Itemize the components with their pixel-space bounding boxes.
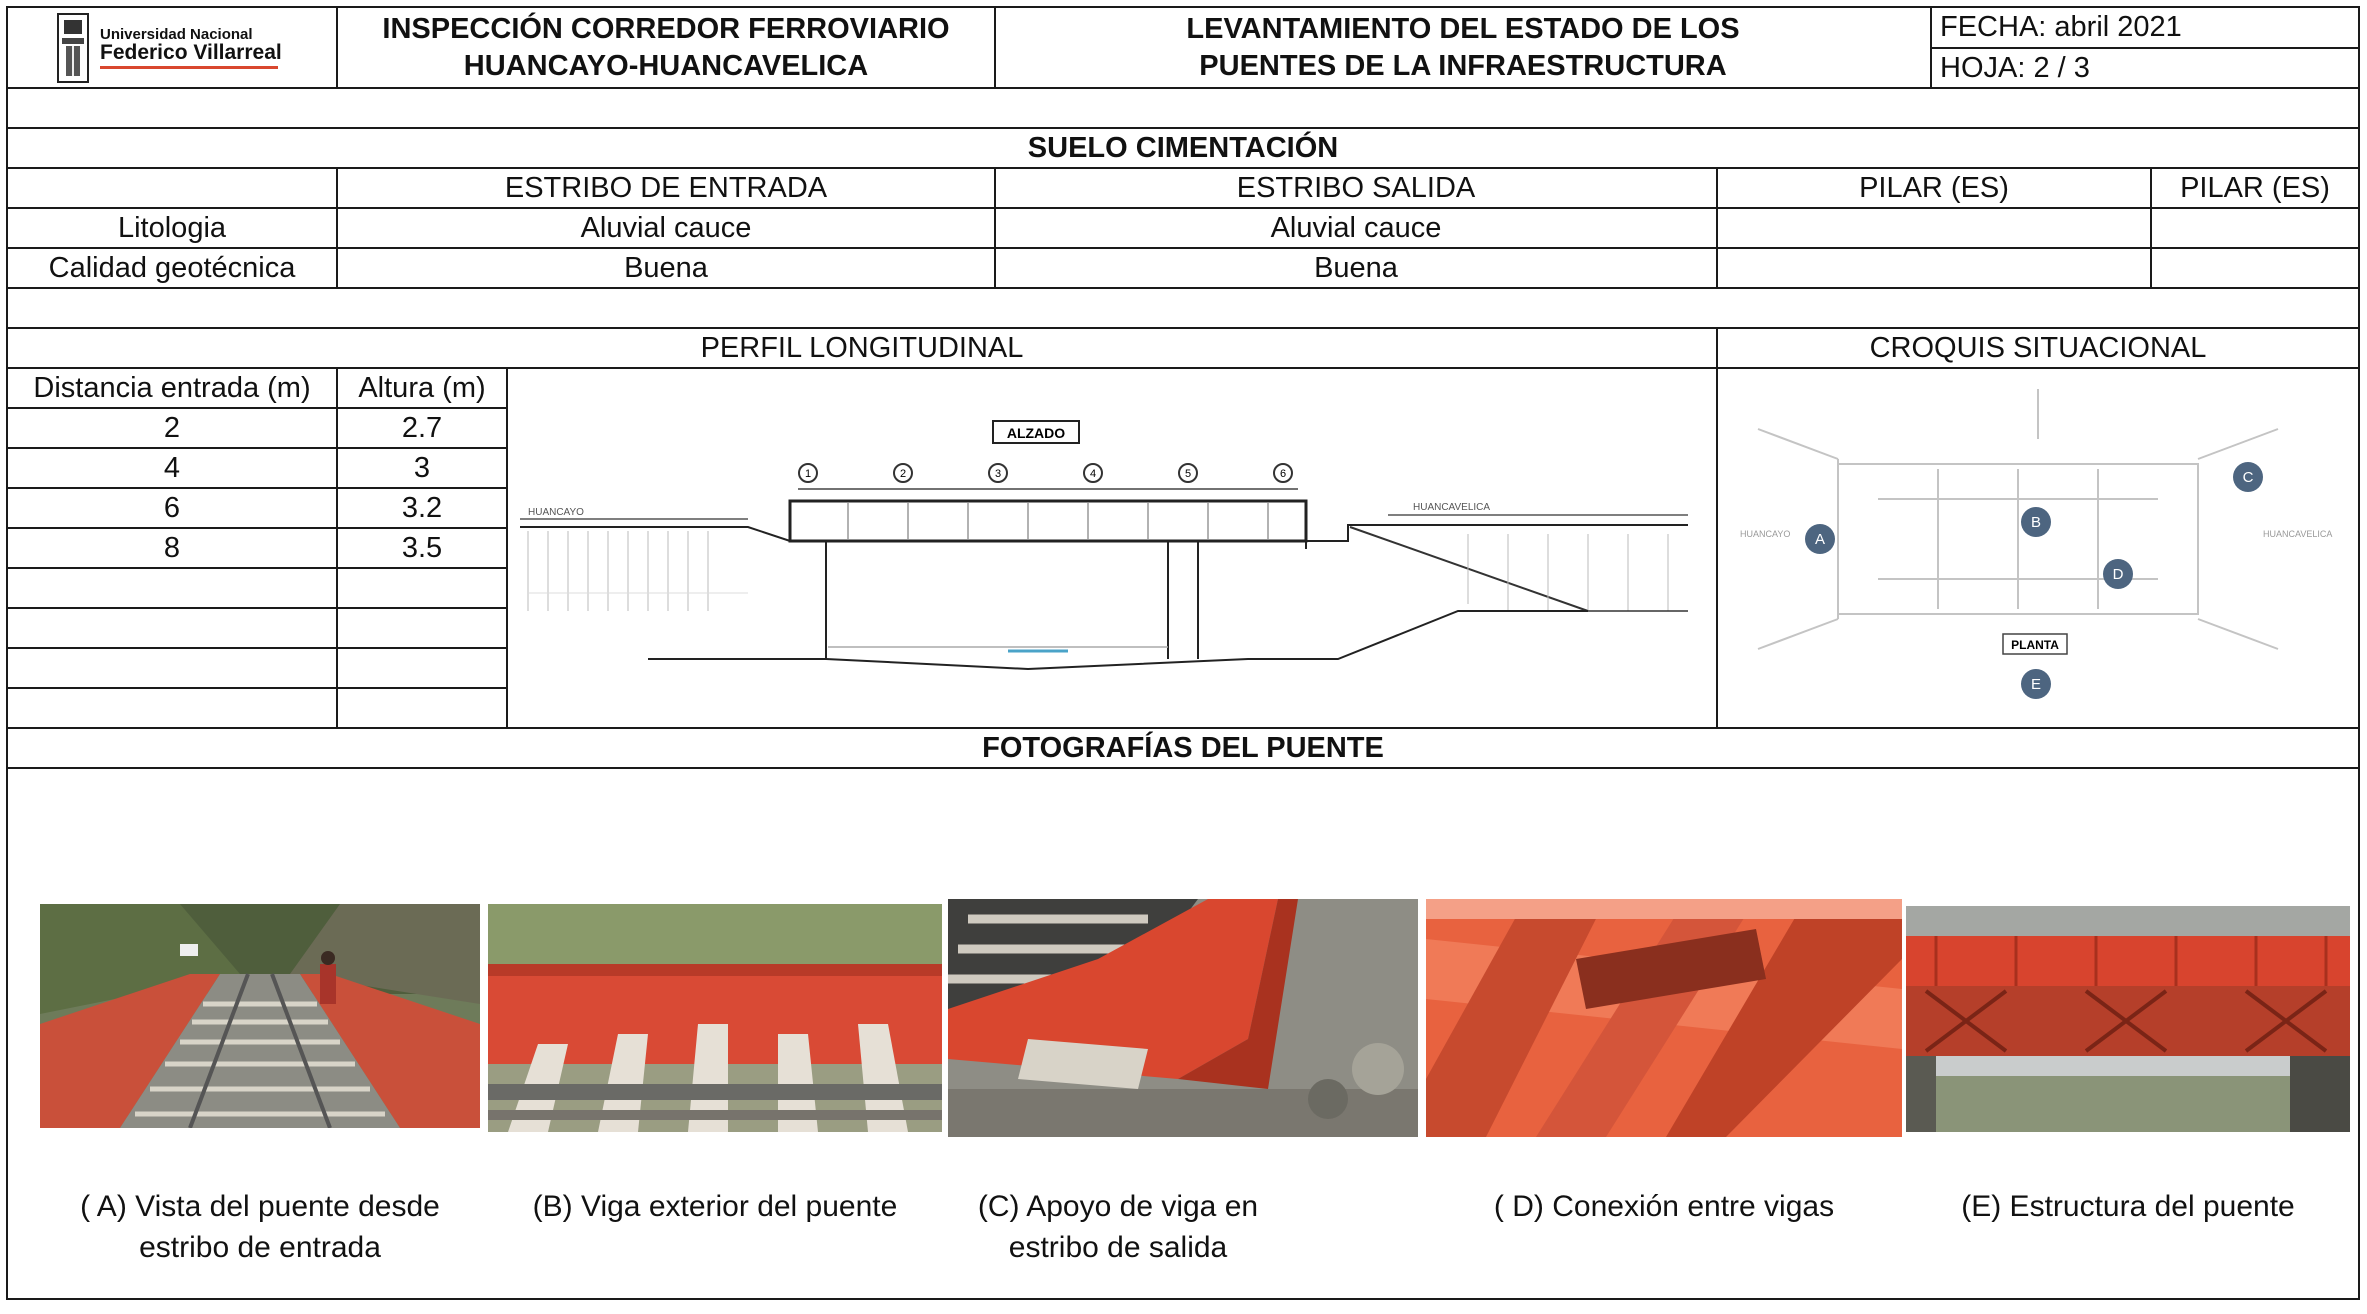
- hoja-cell: HOJA: 2 / 3: [1930, 47, 2360, 89]
- perfil-title: PERFIL LONGITUDINAL: [6, 327, 1718, 369]
- distance-cell: 6: [6, 487, 338, 529]
- distance-column-header: Distancia entrada (m): [6, 367, 338, 409]
- height-cell: [336, 687, 508, 729]
- document-title: [336, 6, 996, 89]
- axis-marker: 6: [1279, 468, 1287, 480]
- axis-marker: 2: [899, 468, 907, 480]
- caption-e: [1906, 1186, 2350, 1227]
- litologia-salida: Aluvial cauce: [994, 207, 1718, 249]
- height-column-header: Altura (m): [336, 367, 508, 409]
- suelo-header-pilar-1: PILAR (ES): [1716, 167, 2152, 209]
- subtitle-line1: LEVANTAMIENTO DEL ESTADO DE LOS: [1186, 13, 1740, 46]
- logo-cell: [6, 6, 338, 89]
- photo-b-exterior-beam: [488, 904, 942, 1132]
- point-b-marker: B: [2030, 514, 2042, 531]
- calidad-entrada: Buena: [336, 247, 996, 289]
- caption-b-line1: (B) Viga exterior del puente: [532, 1190, 898, 1223]
- caption-c: [948, 1186, 1288, 1268]
- spacer-row: [6, 87, 2360, 129]
- caption-b: [488, 1186, 942, 1227]
- height-cell: [336, 647, 508, 689]
- suelo-header-blank: [6, 167, 338, 209]
- distance-cell: 8: [6, 527, 338, 569]
- axis-marker: 4: [1089, 468, 1097, 480]
- height-cell: 2.7: [336, 407, 508, 449]
- caption-d-line1: ( D) Conexión entre vigas: [1493, 1190, 1835, 1223]
- university-underline: [100, 66, 278, 69]
- caption-a: [40, 1186, 480, 1268]
- left-town-label: HUANCAYO: [528, 507, 584, 518]
- caption-d: [1426, 1186, 1902, 1227]
- point-d-marker: D: [2112, 566, 2124, 583]
- height-cell: 3.2: [336, 487, 508, 529]
- height-cell: [336, 567, 508, 609]
- suelo-header-pilar-2: PILAR (ES): [2150, 167, 2360, 209]
- photo-d-beam-connection: [1426, 899, 1902, 1137]
- distance-cell: 4: [6, 447, 338, 489]
- distance-cell: [6, 567, 338, 609]
- spacer-row-2: [6, 287, 2360, 329]
- document-subtitle: [994, 6, 1932, 89]
- suelo-header-estribo-entrada: ESTRIBO DE ENTRADA: [336, 167, 996, 209]
- inspection-sheet: [6, 6, 2360, 1300]
- caption-a-line2: estribo de entrada: [139, 1231, 381, 1264]
- university-name-line1: Universidad Nacional: [100, 25, 253, 43]
- axis-marker: 3: [994, 468, 1002, 480]
- sketch-left-town: HUANCAYO: [1740, 529, 1791, 539]
- sketch-right-town: HUANCAVELICA: [2263, 529, 2333, 539]
- calidad-pilar-1: [1716, 247, 2152, 289]
- point-c-marker: C: [2242, 469, 2254, 486]
- point-e-marker: E: [2030, 676, 2042, 693]
- height-cell: 3: [336, 447, 508, 489]
- photo-e-bridge-structure: [1906, 906, 2350, 1132]
- calidad-pilar-2: [2150, 247, 2360, 289]
- subtitle-line2: PUENTES DE LA INFRAESTRUCTURA: [1199, 49, 1727, 82]
- litologia-entrada: Aluvial cauce: [336, 207, 996, 249]
- university-name-line2: Federico Villarreal: [100, 40, 282, 64]
- photo-a-track-view: [40, 904, 480, 1128]
- distance-cell: [6, 647, 338, 689]
- axis-marker: 1: [804, 468, 812, 480]
- distance-cell: 2: [6, 407, 338, 449]
- suelo-header-estribo-salida: ESTRIBO SALIDA: [994, 167, 1718, 209]
- height-cell: [336, 607, 508, 649]
- caption-c-line2: estribo de salida: [1008, 1231, 1228, 1264]
- university-crest-icon: [56, 12, 90, 84]
- litologia-label: Litologia: [6, 207, 338, 249]
- litologia-pilar-2: [2150, 207, 2360, 249]
- bridge-elevation-drawing: [506, 367, 1718, 729]
- croquis-title: CROQUIS SITUACIONAL: [1716, 327, 2360, 369]
- photos-title: FOTOGRAFÍAS DEL PUENTE: [6, 727, 2360, 769]
- title-line2: HUANCAYO-HUANCAVELICA: [463, 49, 869, 82]
- photo-c-beam-support: [948, 899, 1418, 1137]
- axis-marker: 5: [1184, 468, 1192, 480]
- caption-a-line1: ( A) Vista del puente desde: [80, 1190, 440, 1223]
- caption-c-line1: (C) Apoyo de viga en: [977, 1190, 1259, 1223]
- fecha-cell: FECHA: abril 2021: [1930, 6, 2360, 49]
- litologia-pilar-1: [1716, 207, 2152, 249]
- right-town-label: HUANCAVELICA: [1413, 502, 1491, 513]
- point-a-marker: A: [1814, 531, 1826, 548]
- suelo-title: SUELO CIMENTACIÓN: [6, 127, 2360, 169]
- height-cell: 3.5: [336, 527, 508, 569]
- title-line1: INSPECCIÓN CORREDOR FERROVIARIO: [382, 13, 950, 46]
- calidad-label: Calidad geotécnica: [6, 247, 338, 289]
- planta-label: PLANTA: [2011, 638, 2059, 652]
- caption-e-line1: (E) Estructura del puente: [1961, 1190, 2295, 1223]
- distance-cell: [6, 607, 338, 649]
- alzado-label: ALZADO: [1006, 425, 1066, 441]
- calidad-salida: Buena: [994, 247, 1718, 289]
- location-sketch: [1716, 367, 2360, 729]
- distance-cell: [6, 687, 338, 729]
